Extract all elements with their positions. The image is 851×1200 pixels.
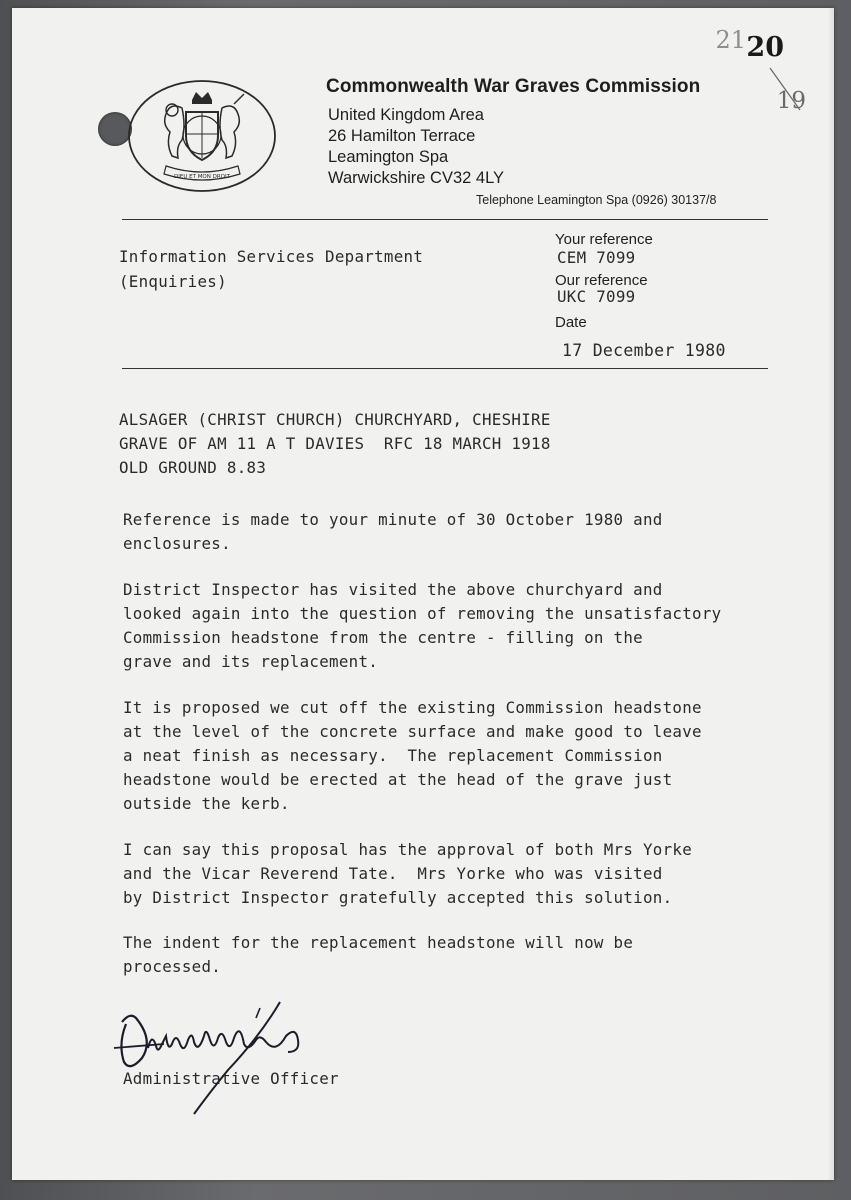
department-subtitle: (Enquiries): [119, 272, 227, 291]
department-name: Information Services Department: [119, 247, 424, 266]
date-label: Date: [555, 314, 587, 331]
subject-line-1: ALSAGER (CHRIST CHURCH) CHURCHYARD, CHESHIRE: [119, 410, 551, 429]
royal-crest-icon: [126, 78, 278, 194]
date-value: 17 December 1980: [562, 341, 726, 360]
address-line-4: Warwickshire CV32 4LY: [328, 169, 505, 187]
page-number: 20: [746, 32, 784, 63]
faded-page-number: 21: [715, 26, 746, 54]
address-line-1: United Kingdom Area: [328, 106, 484, 124]
telephone-line: Telephone Leamington Spa (0926) 30137/8: [476, 193, 717, 207]
signatory-title: Administrative Officer: [123, 1069, 339, 1088]
handwritten-signature: [110, 996, 310, 1118]
your-reference-label: Your reference: [555, 231, 653, 248]
address-line-2: 26 Hamilton Terrace: [328, 127, 476, 145]
crest-motto: DIEU ET MON DROIT: [174, 174, 230, 180]
body-paragraph-5: The indent for the replacement headstone will now be processed.: [123, 933, 634, 976]
letter-page: [12, 8, 834, 1180]
body-paragraph-1: Reference is made to your minute of 30 October 1980 and enclosures.: [123, 510, 663, 553]
address-line-3: Leamington Spa: [328, 148, 449, 166]
letterhead-divider: [122, 219, 768, 220]
previous-page-number: 19: [776, 88, 806, 114]
your-reference-value: CEM 7099: [557, 248, 636, 267]
subject-line-3: OLD GROUND 8.83: [119, 458, 267, 477]
organisation-name: Commonwealth War Graves Commission: [326, 76, 701, 97]
our-reference-value: UKC 7099: [557, 287, 636, 306]
our-reference-label: Our reference: [555, 272, 648, 289]
body-paragraph-3: It is proposed we cut off the existing Commission headstone at the level of the concrete surface and make good to leave a neat finish as necessary. The replacement Commission headstone would be erected at the head of the grave just outside the kerb.: [123, 698, 702, 813]
body-paragraph-2: District Inspector has visited the above churchyard and looked again into the question of removing the unsatisfactory Commission headstone from the centre - filling on the grave and its replacement.: [123, 580, 722, 671]
body-paragraph-4: I can say this proposal has the approval of both Mrs Yorke and the Vicar Reverend Tate. Mrs Yorke who was visited by District Inspector gratefully accepted this solution.: [123, 840, 693, 907]
subject-line-2: GRAVE OF AM 11 A T DAVIES RFC 18 MARCH 1918: [119, 434, 551, 453]
reference-divider: [122, 368, 768, 369]
